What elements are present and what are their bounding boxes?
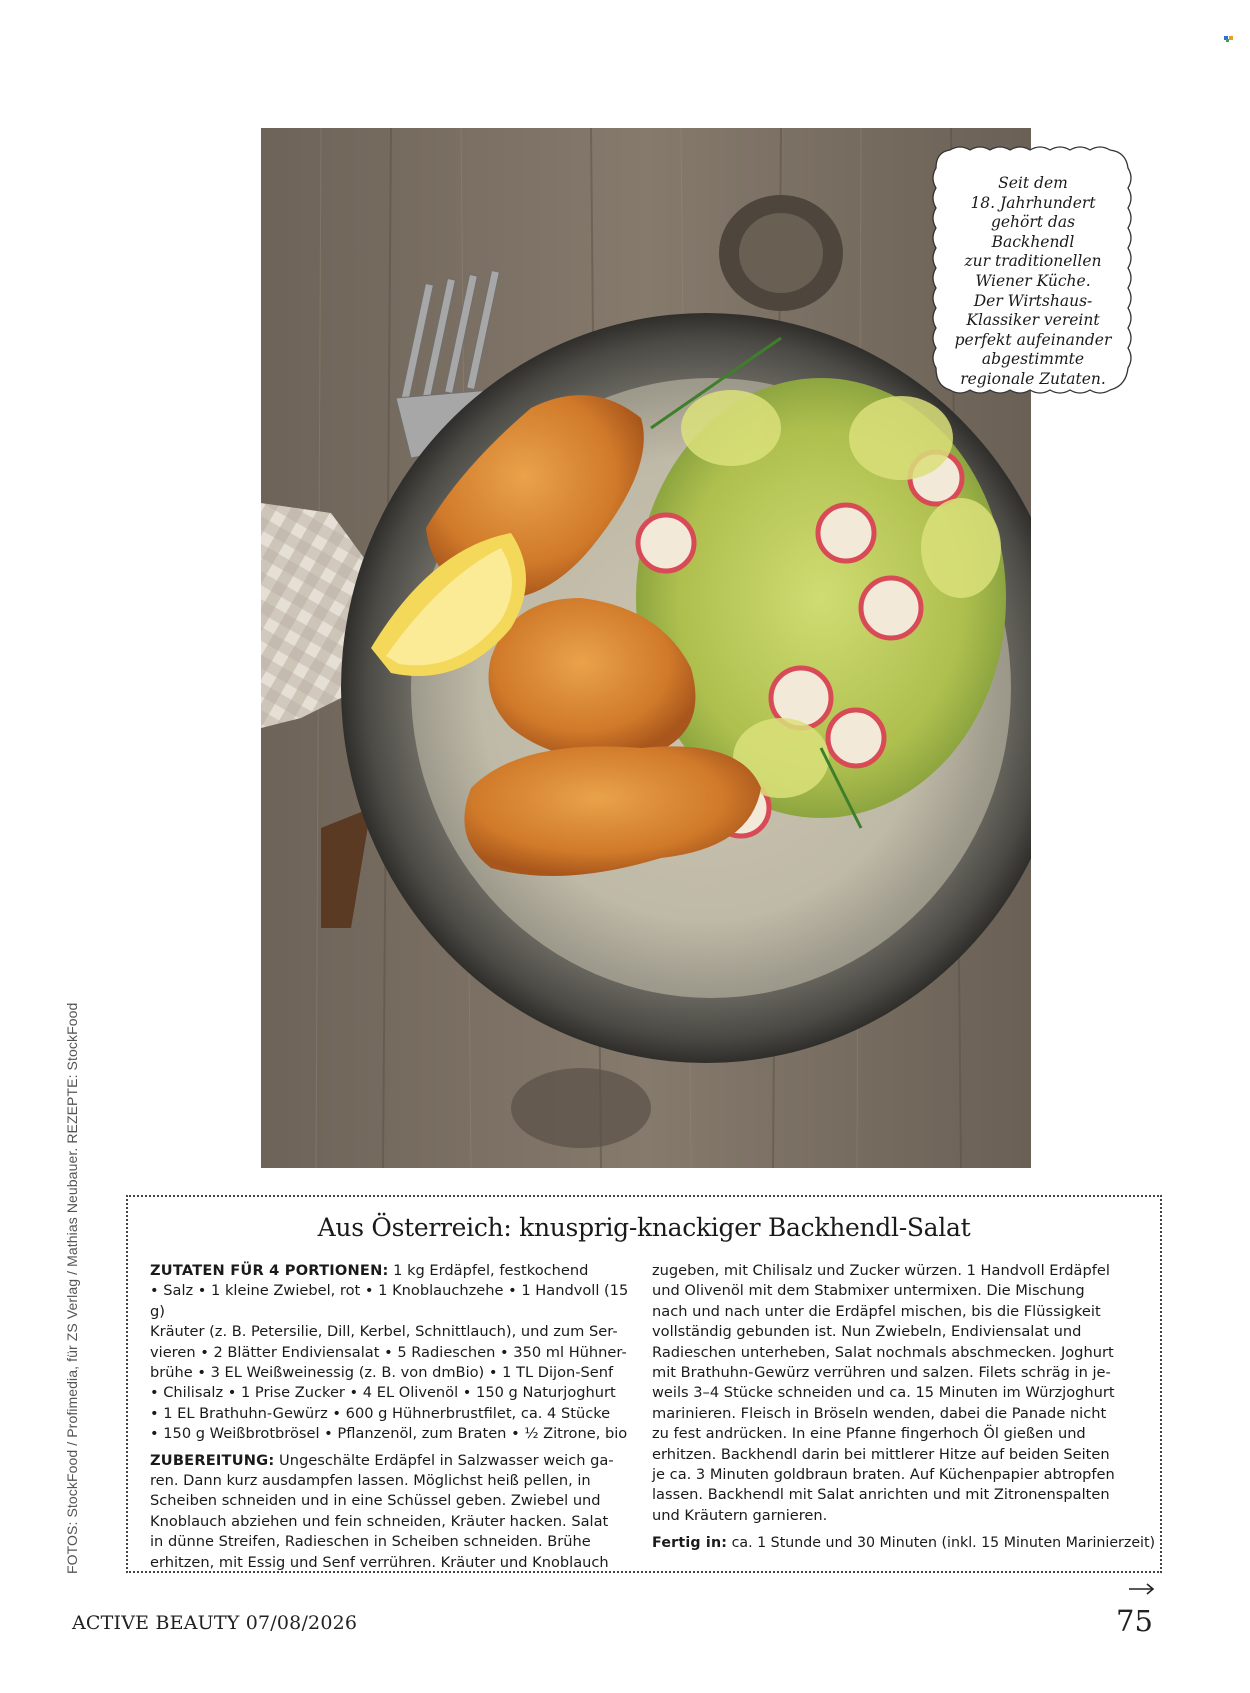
- photo-credit: FOTOS: StockFood / Profimedia, für ZS Verlag / Mathias Neubauer. REZEPTE: StockFood: [64, 1002, 80, 1574]
- quote-text: Seit dem 18. Jahrhundert gehört das Backhendl zur traditionellen Wiener Küche. Der Wirtshaus- Klassiker vereint perfekt aufeinander abgestimmte regionale Zutaten.: [954, 174, 1112, 388]
- recipe-title: Aus Österreich: knusprig-knackiger Backhendl-Salat: [317, 1213, 971, 1242]
- magazine-issue: ACTIVE BEAUTY 07/08/2026: [72, 1612, 358, 1634]
- prep-text-left: Ungeschälte Erdäpfel in Salzwasser weich ga- ren. Dann kurz ausdampfen lassen. Möglichst heiß pellen, in Scheiben schneiden und in eine Schüssel geben. Zwiebel und Knoblauch abziehen und fein schneiden, Kräuter hacken. Salat in dünne Streifen, Radieschen in Scheiben schneiden. Brühe erhitzen, mit Essig und Senf verrühren. Kräuter und Knoblauch: [150, 1451, 614, 1571]
- recipe-left-column: [150, 1261, 640, 1573]
- page-number: 75: [1116, 1604, 1153, 1638]
- ingredients-text: 1 kg Erdäpfel, festkochend • Salz • 1 kleine Zwiebel, rot • 1 Knoblauchzehe • 1 Handvoll (15 g) Kräuter (z. B. Petersilie, Dill, Kerbel, Schnittlauch), und zum Ser- vieren • 2 Blätter Endiviensalat • 5 Radieschen • 350 ml Hühner- brühe • 3 EL Weißweinessig (z. B. von dmBio) • 1 TL Dijon-Senf • Chilisalz • 1 Prise Zucker • 4 EL Olivenöl • 150 g Naturjoghurt • 1 EL Brathuhn-Gewürz • 600 g Hühnerbrustfilet, ca. 4 Stücke • 150 g Weißbrotbrösel • Pflanzenöl, zum Braten • ½ Zitrone, bio: [150, 1262, 629, 1443]
- recipe-right-column: [652, 1261, 1150, 1526]
- recipe-box: [126, 1195, 1162, 1573]
- ingredients-label: ZUTATEN FÜR 4 PORTIONEN:: [150, 1262, 389, 1279]
- prep-label: ZUBEREITUNG:: [150, 1451, 275, 1469]
- quote-callout: [940, 154, 1126, 394]
- prep-text-right: zugeben, mit Chilisalz und Zucker würzen. 1 Handvoll Erdäpfel und Olivenöl mit dem Stabmixer untermixen. Die Mischung nach und nach unter die Erdäpfel mischen, bis die Flüssigkeit vollständig gebunden ist. Nun Zwiebeln, Endiviensalat und Radieschen unterheben, Salat nochmals abschmecken. Joghurt mit Brathuhn-Gewürz verrühren und salzen. Filets schräg in je- weils 3–4 Stücke schneiden und ca. 15 Minuten im Würzjoghurt marinieren. Fleisch in Bröseln wenden, dabei die Panade nicht zu fest andrücken. In eine Pfanne fingerhoch Öl gießen und erhitzen. Backhendl darin bei mittlerer Hitze auf beiden Seiten je ca. 3 Minuten goldbraun braten. Auf Küchenpapier abtropfen lassen. Backhendl mit Salat anrichten und mit Zitronenspalten und Kräutern garnieren.: [652, 1262, 1115, 1524]
- fertig-text: ca. 1 Stunde und 30 Minuten (inkl. 15 Minuten Marinierzeit): [727, 1535, 1156, 1551]
- food-photo: [261, 128, 1031, 1168]
- color-mark-icon: [1224, 36, 1234, 42]
- cooking-time: [652, 1535, 1155, 1551]
- fertig-label: Fertig in:: [652, 1535, 728, 1551]
- arrow-right-icon[interactable]: [1128, 1582, 1156, 1596]
